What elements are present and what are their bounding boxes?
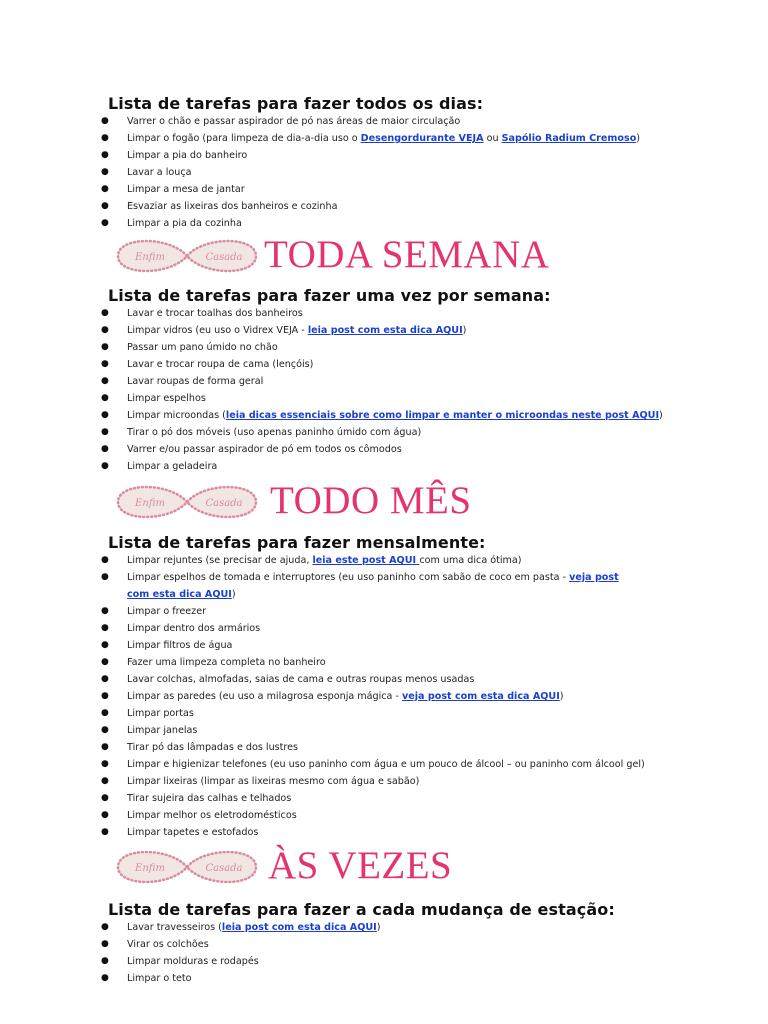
bullet-icon: ● — [101, 572, 109, 582]
list-item — [0, 688, 645, 705]
bullet-icon: ● — [101, 827, 109, 837]
bullet-icon: ● — [101, 184, 109, 194]
list-item — [0, 970, 380, 987]
item-text: ) — [462, 325, 467, 336]
list-item — [0, 373, 663, 390]
item-text: Tirar sujeira das calhas e telhados — [127, 793, 292, 804]
list-item — [0, 552, 645, 569]
section-heading-monthly: Lista de tarefas para fazer mensalmente: — [108, 533, 486, 552]
bullet-icon: ● — [101, 427, 109, 437]
list-item — [0, 637, 645, 654]
bullet-icon: ● — [101, 691, 109, 701]
item-text: Varrer e/ou passar aspirador de pó em todos os cômodos — [127, 444, 402, 455]
link-microondas-post[interactable]: leia dicas essenciais sobre como limpar e manter o microondas neste post AQUI — [225, 410, 660, 421]
bullet-icon: ● — [101, 218, 109, 228]
item-text: ) — [231, 589, 236, 600]
list-item — [0, 407, 663, 424]
item-text: ou — [483, 133, 502, 144]
list-item — [0, 322, 663, 339]
item-text: Lavar e trocar toalhas dos banheiros — [127, 308, 303, 319]
item-text: Esvaziar as lixeiras dos banheiros e cozinha — [127, 201, 338, 212]
bullet-icon: ● — [101, 708, 109, 718]
banner-title: ÀS VEZES — [268, 844, 453, 887]
item-text: Varrer o chão e passar aspirador de pó nas áreas de maior circulação — [127, 116, 461, 127]
bullet-icon: ● — [101, 657, 109, 667]
bullet-icon: ● — [101, 133, 109, 143]
item-text: Limpar e higienizar telefones (eu uso paninho com água e um pouco de álcool – ou paninho com álcool gel) — [127, 759, 645, 770]
list-item — [0, 181, 640, 198]
bullet-icon: ● — [101, 810, 109, 820]
banner-title: TODA SEMANA — [264, 233, 550, 276]
list-item — [0, 305, 663, 322]
list-monthly — [0, 552, 645, 841]
item-text: Fazer uma limpeza completa no banheiro — [127, 657, 326, 668]
list-item — [0, 198, 640, 215]
emblem-word-left: Enfim — [135, 498, 165, 509]
bullet-icon: ● — [101, 623, 109, 633]
section-heading-daily: Lista de tarefas para fazer todos os dias: — [108, 94, 484, 113]
item-text: Limpar espelhos — [127, 393, 206, 404]
item-text: Lavar roupas de forma geral — [127, 376, 264, 387]
bullet-icon: ● — [101, 555, 109, 565]
link-tomada-post[interactable]: veja post com esta dica AQUI — [127, 572, 619, 600]
list-item — [0, 790, 645, 807]
emblem-word-right: Casada — [205, 863, 243, 874]
link-rejuntes-post[interactable]: leia este post AQUI — [312, 555, 420, 566]
list-item — [0, 824, 645, 841]
item-text: ) — [376, 922, 381, 933]
link-travesseiros-post[interactable]: leia post com esta dica AQUI — [221, 922, 377, 933]
item-text: Limpar tapetes e estofados — [127, 827, 259, 838]
item-text: Limpar o freezer — [127, 606, 207, 617]
bullet-icon: ● — [101, 640, 109, 650]
item-text: Virar os colchões — [127, 939, 209, 950]
section-heading-seasonal: Lista de tarefas para fazer a cada mudança de estação: — [108, 900, 615, 919]
item-text: Limpar o fogão (para limpeza de dia-a-dia uso o — [127, 133, 361, 144]
bullet-icon: ● — [101, 973, 109, 983]
bullet-icon: ● — [101, 776, 109, 786]
list-item — [0, 147, 640, 164]
bullet-icon: ● — [101, 742, 109, 752]
list-item — [0, 620, 645, 637]
bullet-icon: ● — [101, 725, 109, 735]
list-item — [0, 164, 640, 181]
item-text: Lavar travesseiros ( — [127, 922, 222, 933]
bullet-icon: ● — [101, 116, 109, 126]
item-text: Limpar molduras e rodapés — [127, 956, 259, 967]
item-text: Tirar pó das lâmpadas e dos lustres — [127, 742, 299, 753]
emblem-word-left: Enfim — [135, 252, 165, 263]
link-sapolio[interactable]: Sapólio Radium Cremoso — [501, 133, 637, 144]
list-item — [0, 130, 640, 147]
list-weekly — [0, 305, 663, 475]
link-paredes-post[interactable]: veja post com esta dica AQUI — [402, 691, 560, 702]
item-text: Limpar as paredes (eu uso a milagrosa esponja mágica - — [127, 691, 402, 702]
bullet-icon: ● — [101, 674, 109, 684]
list-item — [0, 441, 663, 458]
item-text: ) — [559, 691, 564, 702]
infinity-emblem-icon — [112, 480, 262, 524]
list-item — [0, 807, 645, 824]
item-text: Lavar e trocar roupa de cama (lençóis) — [127, 359, 314, 370]
item-text: Limpar rejuntes (se precisar de ajuda, — [127, 555, 313, 566]
item-text: Limpar espelhos de tomada e interruptores (eu uso paninho com sabão de coco em pasta - — [127, 572, 570, 583]
item-text: ) — [636, 133, 641, 144]
list-item — [0, 705, 645, 722]
link-desengordurante[interactable]: Desengordurante VEJA — [360, 133, 484, 144]
bullet-icon: ● — [101, 956, 109, 966]
list-item — [0, 113, 640, 130]
list-item — [0, 756, 645, 773]
bullet-icon: ● — [101, 150, 109, 160]
bullet-icon: ● — [101, 342, 109, 352]
bullet-icon: ● — [101, 308, 109, 318]
item-text: Limpar lixeiras (limpar as lixeiras mesmo com água e sabão) — [127, 776, 420, 787]
bullet-icon: ● — [101, 167, 109, 177]
infinity-emblem-icon — [112, 234, 262, 278]
item-text: Limpar a pia do banheiro — [127, 150, 248, 161]
banner-title: TODO MÊS — [270, 479, 472, 522]
list-item — [0, 919, 380, 936]
emblem-word-right: Casada — [205, 498, 243, 509]
item-text: Tirar o pó dos móveis (uso apenas paninho úmido com água) — [127, 427, 422, 438]
list-item — [0, 569, 622, 603]
item-text: Limpar filtros de água — [127, 640, 233, 651]
bullet-icon: ● — [101, 410, 109, 420]
list-seasonal — [0, 919, 380, 987]
item-text: Limpar a mesa de jantar — [127, 184, 245, 195]
bullet-icon: ● — [101, 376, 109, 386]
list-item — [0, 215, 640, 232]
item-text: Lavar colchas, almofadas, saias de cama e outras roupas menos usadas — [127, 674, 475, 685]
item-text: Limpar janelas — [127, 725, 198, 736]
link-vidros-post[interactable]: leia post com esta dica AQUI — [307, 325, 463, 336]
list-item — [0, 390, 663, 407]
item-text: Limpar o teto — [127, 973, 192, 984]
emblem-word-right: Casada — [205, 252, 243, 263]
bullet-icon: ● — [101, 922, 109, 932]
bullet-icon: ● — [101, 939, 109, 949]
list-item — [0, 671, 645, 688]
list-item — [0, 953, 380, 970]
bullet-icon: ● — [101, 793, 109, 803]
list-item — [0, 424, 663, 441]
infinity-emblem-icon — [112, 845, 262, 889]
item-text: ) — [659, 410, 663, 421]
list-item — [0, 339, 663, 356]
list-item — [0, 936, 380, 953]
bullet-icon: ● — [101, 325, 109, 335]
section-heading-weekly: Lista de tarefas para fazer uma vez por semana: — [108, 286, 551, 305]
item-text: Limpar portas — [127, 708, 194, 719]
list-item — [0, 773, 645, 790]
item-text: Passar um pano úmido no chão — [127, 342, 278, 353]
item-text: Limpar a pia da cozinha — [127, 218, 242, 229]
bullet-icon: ● — [101, 201, 109, 211]
list-item — [0, 458, 663, 475]
item-text: Lavar a louça — [127, 167, 192, 178]
item-text: Limpar microondas ( — [127, 410, 226, 421]
bullet-icon: ● — [101, 606, 109, 616]
bullet-icon: ● — [101, 444, 109, 454]
item-text: Limpar vidros (eu uso o Vidrex VEJA - — [127, 325, 308, 336]
bullet-icon: ● — [101, 461, 109, 471]
bullet-icon: ● — [101, 393, 109, 403]
list-item — [0, 603, 645, 620]
item-text: Limpar a geladeira — [127, 461, 218, 472]
list-item — [0, 739, 645, 756]
item-text: Limpar melhor os eletrodomésticos — [127, 810, 297, 821]
list-daily — [0, 113, 640, 232]
list-item — [0, 356, 663, 373]
emblem-word-left: Enfim — [135, 863, 165, 874]
item-text: Limpar dentro dos armários — [127, 623, 261, 634]
bullet-icon: ● — [101, 759, 109, 769]
list-item — [0, 722, 645, 739]
bullet-icon: ● — [101, 359, 109, 369]
item-text: com uma dica ótima) — [419, 555, 522, 566]
list-item — [0, 654, 645, 671]
